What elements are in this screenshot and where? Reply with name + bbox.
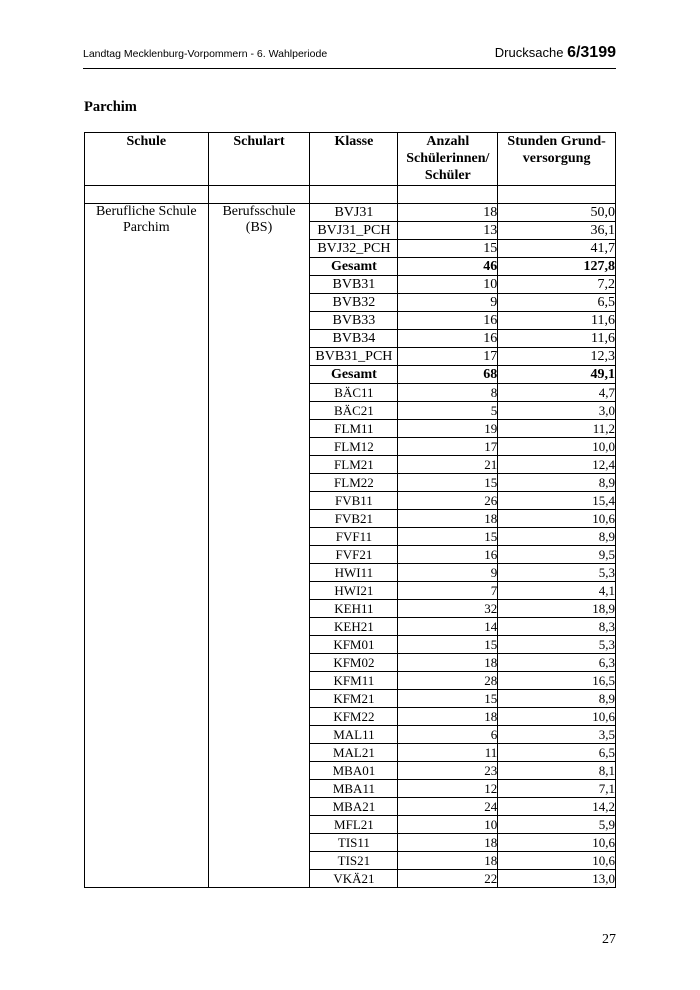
anzahl-cell: 15	[398, 474, 498, 492]
header-anzahl-line2: Schülerinnen/	[406, 151, 490, 166]
klasse-cell: HWI21	[310, 582, 398, 600]
anzahl-cell: 14	[398, 618, 498, 636]
stunden-cell: 41,7	[498, 240, 616, 258]
stunden-cell: 6,3	[498, 654, 616, 672]
stunden-cell: 4,1	[498, 582, 616, 600]
header-anzahl-line1: Anzahl	[426, 134, 470, 149]
klasse-cell: KFM22	[310, 708, 398, 726]
klasse-cell: FVF21	[310, 546, 398, 564]
spacer-cell	[498, 186, 616, 204]
header-document-label: Drucksache	[494, 45, 564, 60]
anzahl-cell: 32	[398, 600, 498, 618]
klasse-cell: BÄC21	[310, 402, 398, 420]
stunden-cell: 127,8	[498, 258, 616, 276]
klasse-cell: FLM21	[310, 456, 398, 474]
anzahl-cell: 15	[398, 636, 498, 654]
table-row	[85, 204, 616, 222]
anzahl-cell: 18	[398, 834, 498, 852]
klasse-cell: BVJ31_PCH	[310, 222, 398, 240]
klasse-cell: HWI11	[310, 564, 398, 582]
stunden-cell: 5,3	[498, 636, 616, 654]
anzahl-cell: 18	[398, 708, 498, 726]
stunden-cell: 8,3	[498, 618, 616, 636]
anzahl-cell: 5	[398, 402, 498, 420]
stunden-cell: 6,5	[498, 294, 616, 312]
stunden-cell: 9,5	[498, 546, 616, 564]
header-anzahl	[398, 133, 498, 186]
header-document-id: 6/3199	[567, 44, 616, 61]
klasse-cell: VKÄ21	[310, 870, 398, 888]
stunden-cell: 4,7	[498, 384, 616, 402]
header-stunden-line2: versorgung	[522, 151, 591, 166]
klasse-cell: BÄC11	[310, 384, 398, 402]
klasse-cell: MFL21	[310, 816, 398, 834]
spacer-cell	[310, 186, 398, 204]
stunden-cell: 8,9	[498, 690, 616, 708]
anzahl-cell: 15	[398, 240, 498, 258]
klasse-cell: BVB31_PCH	[310, 348, 398, 366]
anzahl-cell: 18	[398, 654, 498, 672]
spacer-cell	[85, 186, 209, 204]
klasse-cell: MBA01	[310, 762, 398, 780]
anzahl-cell: 9	[398, 564, 498, 582]
klasse-cell: KFM21	[310, 690, 398, 708]
klasse-cell: BVJ32_PCH	[310, 240, 398, 258]
header-parliament-title: Landtag Mecklenburg-Vorpommern - 6. Wahlperiode	[83, 48, 328, 60]
stunden-cell: 13,0	[498, 870, 616, 888]
klasse-cell: BVB32	[310, 294, 398, 312]
header-anzahl-line3: Schüler	[424, 168, 471, 183]
klasse-cell: FVB21	[310, 510, 398, 528]
stunden-cell: 3,0	[498, 402, 616, 420]
klasse-cell: BVB31	[310, 276, 398, 294]
stunden-cell: 11,6	[498, 312, 616, 330]
anzahl-cell: 6	[398, 726, 498, 744]
klasse-cell: TIS21	[310, 852, 398, 870]
klasse-cell: KEH11	[310, 600, 398, 618]
header-stunden	[498, 133, 616, 186]
stunden-cell: 8,9	[498, 474, 616, 492]
stunden-cell: 12,3	[498, 348, 616, 366]
stunden-cell: 6,5	[498, 744, 616, 762]
stunden-cell: 10,6	[498, 708, 616, 726]
klasse-cell: KEH21	[310, 618, 398, 636]
anzahl-cell: 28	[398, 672, 498, 690]
stunden-cell: 8,1	[498, 762, 616, 780]
klasse-cell: TIS11	[310, 834, 398, 852]
stunden-cell: 49,1	[498, 366, 616, 384]
stunden-cell: 11,2	[498, 420, 616, 438]
klasse-cell: FVB11	[310, 492, 398, 510]
school-type-cell	[208, 204, 310, 888]
stunden-cell: 10,6	[498, 834, 616, 852]
header-schulart: Schulart	[208, 133, 310, 186]
klasse-cell: FLM22	[310, 474, 398, 492]
table-header-row	[85, 133, 616, 186]
klasse-cell: FVF11	[310, 528, 398, 546]
section-title: Parchim	[84, 99, 137, 115]
anzahl-cell: 10	[398, 816, 498, 834]
school-name-line2: Parchim	[122, 220, 170, 235]
stunden-cell: 36,1	[498, 222, 616, 240]
stunden-cell: 7,1	[498, 780, 616, 798]
anzahl-cell: 24	[398, 798, 498, 816]
anzahl-cell: 7	[398, 582, 498, 600]
anzahl-cell: 18	[398, 852, 498, 870]
stunden-cell: 8,9	[498, 528, 616, 546]
anzahl-cell: 9	[398, 294, 498, 312]
anzahl-cell: 16	[398, 546, 498, 564]
klasse-cell: MAL11	[310, 726, 398, 744]
table-body	[85, 186, 616, 888]
school-type-line2: (BS)	[245, 220, 273, 235]
anzahl-cell: 19	[398, 420, 498, 438]
klasse-cell: KFM02	[310, 654, 398, 672]
klasse-cell: FLM11	[310, 420, 398, 438]
stunden-cell: 3,5	[498, 726, 616, 744]
anzahl-cell: 16	[398, 330, 498, 348]
stunden-cell: 18,9	[498, 600, 616, 618]
stunden-cell: 12,4	[498, 456, 616, 474]
page-header	[83, 44, 616, 69]
klasse-cell: BVB34	[310, 330, 398, 348]
anzahl-cell: 12	[398, 780, 498, 798]
header-stunden-line1: Stunden Grund-	[507, 134, 606, 149]
anzahl-cell: 23	[398, 762, 498, 780]
spacer-row	[85, 186, 616, 204]
anzahl-cell: 17	[398, 348, 498, 366]
header-schule: Schule	[85, 133, 209, 186]
klasse-cell: Gesamt	[310, 366, 398, 384]
anzahl-cell: 21	[398, 456, 498, 474]
anzahl-cell: 8	[398, 384, 498, 402]
anzahl-cell: 46	[398, 258, 498, 276]
spacer-cell	[398, 186, 498, 204]
stunden-cell: 10,6	[498, 852, 616, 870]
anzahl-cell: 17	[398, 438, 498, 456]
school-type-line1: Berufsschule	[222, 204, 296, 219]
stunden-cell: 10,0	[498, 438, 616, 456]
klasse-cell: MBA11	[310, 780, 398, 798]
stunden-cell: 50,0	[498, 204, 616, 222]
anzahl-cell: 10	[398, 276, 498, 294]
klasse-cell: MBA21	[310, 798, 398, 816]
header-document-number	[495, 44, 616, 62]
anzahl-cell: 15	[398, 690, 498, 708]
stunden-cell: 10,6	[498, 510, 616, 528]
anzahl-cell: 22	[398, 870, 498, 888]
school-name-cell	[85, 204, 209, 888]
school-table	[84, 132, 616, 888]
anzahl-cell: 16	[398, 312, 498, 330]
klasse-cell: KFM11	[310, 672, 398, 690]
spacer-cell	[208, 186, 310, 204]
klasse-cell: MAL21	[310, 744, 398, 762]
anzahl-cell: 15	[398, 528, 498, 546]
stunden-cell: 7,2	[498, 276, 616, 294]
klasse-cell: Gesamt	[310, 258, 398, 276]
stunden-cell: 15,4	[498, 492, 616, 510]
anzahl-cell: 13	[398, 222, 498, 240]
anzahl-cell: 68	[398, 366, 498, 384]
anzahl-cell: 18	[398, 510, 498, 528]
stunden-cell: 11,6	[498, 330, 616, 348]
klasse-cell: BVJ31	[310, 204, 398, 222]
klasse-cell: BVB33	[310, 312, 398, 330]
anzahl-cell: 26	[398, 492, 498, 510]
klasse-cell: FLM12	[310, 438, 398, 456]
anzahl-cell: 11	[398, 744, 498, 762]
page-number: 27	[602, 932, 616, 947]
school-name-line1: Berufliche Schule	[95, 204, 197, 219]
stunden-cell: 14,2	[498, 798, 616, 816]
stunden-cell: 5,3	[498, 564, 616, 582]
klasse-cell: KFM01	[310, 636, 398, 654]
anzahl-cell: 18	[398, 204, 498, 222]
stunden-cell: 5,9	[498, 816, 616, 834]
stunden-cell: 16,5	[498, 672, 616, 690]
header-klasse: Klasse	[310, 133, 398, 186]
